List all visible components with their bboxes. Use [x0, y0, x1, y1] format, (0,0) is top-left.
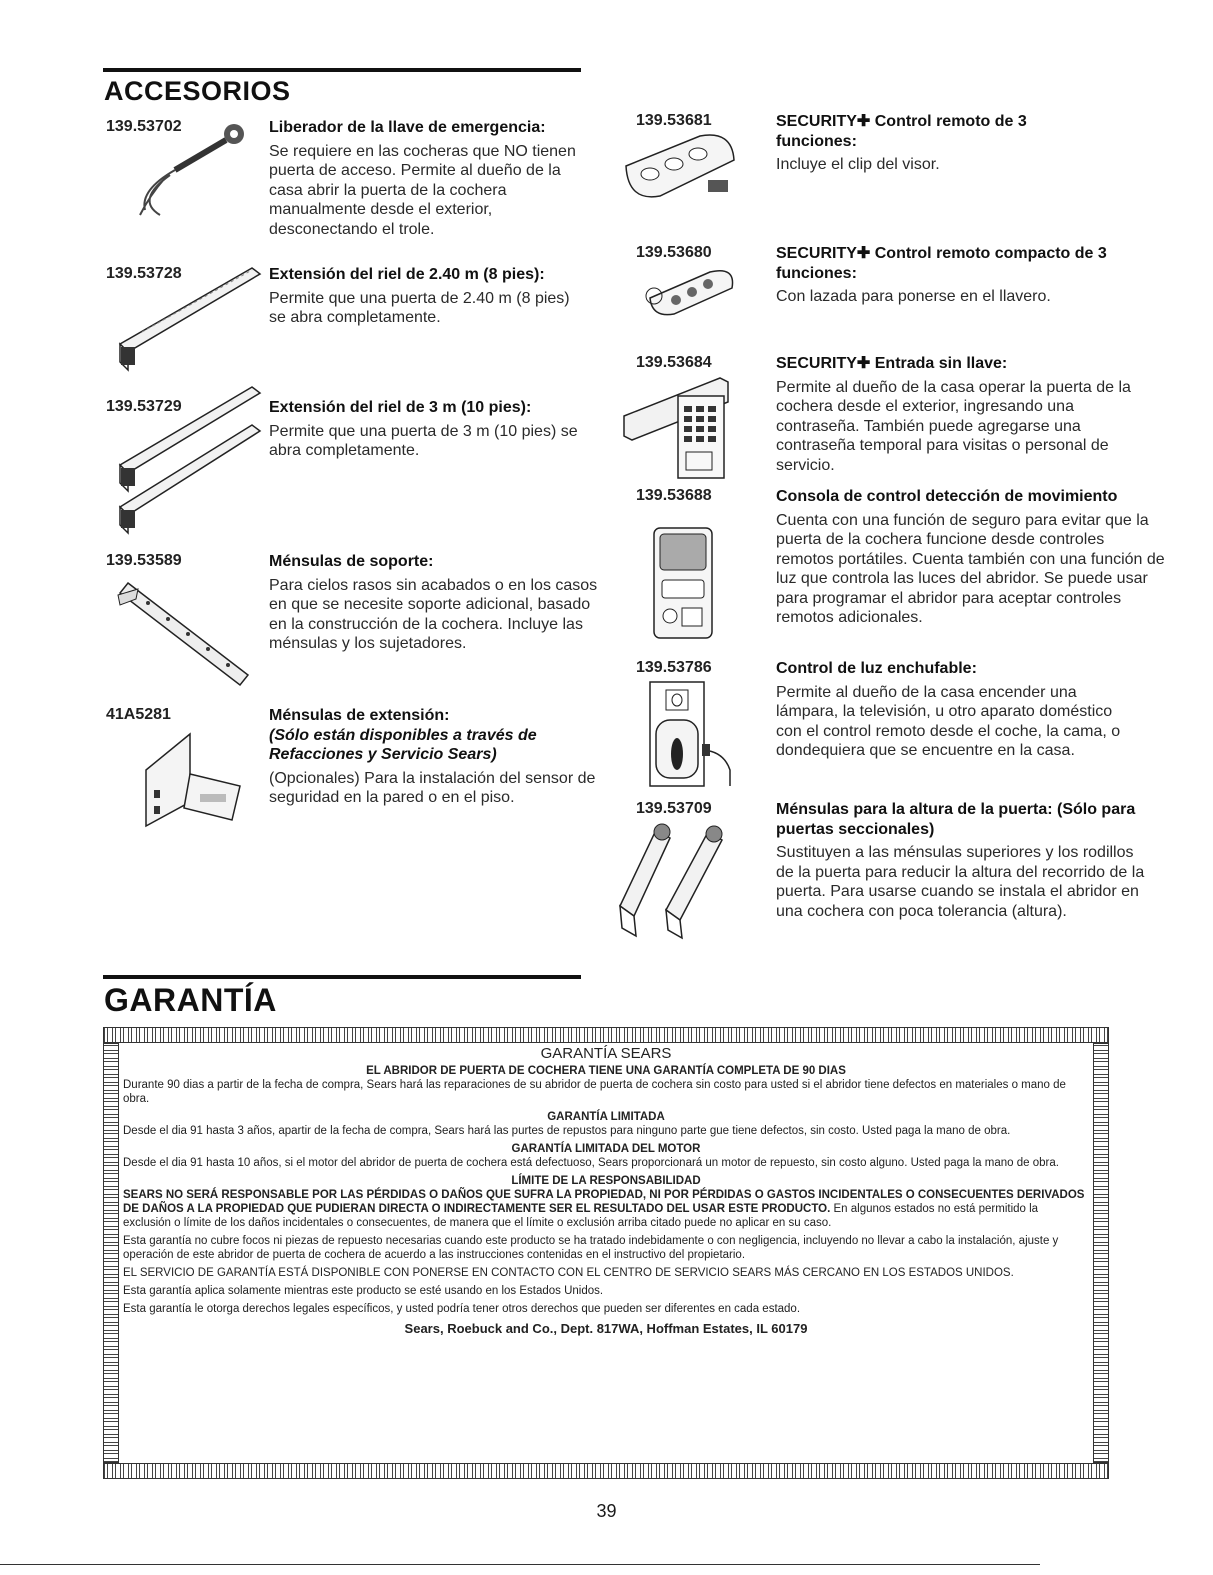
plug-in-light-control-image: [644, 680, 744, 790]
accesorios-rule: [103, 68, 581, 72]
liability-heading: LÍMITE DE LA RESPONSABILIDAD: [511, 1175, 701, 1187]
motor-warranty-text: Desde el dia 91 hasta 10 años, si el motor del abridor de puerta de cochera está defectuoso, Sears proporcionará un motor de repuesto, sin costo alguno. Usted paga la mano de obra.: [123, 1157, 1059, 1169]
garantia-heading: GARANTÍA: [104, 982, 277, 1018]
item-code: 139.53786: [636, 659, 712, 676]
extension-brackets-image: [140, 730, 250, 830]
service-text: EL SERVICIO DE GARANTÍA ESTÁ DISPONIBLE CON PONERSE EN CONTACTO CON EL CENTRO DE SERVICIO SEARS MÁS CERCANO EN LOS ESTADOS UNIDOS.: [123, 1267, 1014, 1279]
rail-extension-10ft-image: [112, 385, 267, 535]
item-desc: Con lazada para ponerse en el llavero.: [776, 288, 1051, 305]
item-title: SECURITY✚ Control remoto de 3 funciones:: [776, 113, 1027, 150]
rail-extension-8ft-image: [112, 262, 262, 372]
remote-3-function-image: [620, 130, 740, 210]
item-code: 139.53681: [636, 112, 712, 129]
accesorios-heading: ACCESORIOS: [104, 76, 291, 106]
item-desc: Cuenta con una función de seguro para evitar que la puerta de la cochera funcione desde controles remotos portátiles. Cuenta también con una función de luz que controla las luces del abridor. Se puede usar para programar el abridor para aceptar controles remotos adicionales.: [776, 511, 1165, 626]
liability-text: [123, 1188, 1089, 1230]
item-code: 41A5281: [106, 706, 171, 723]
item-block: [269, 706, 599, 808]
item-block: [269, 118, 589, 239]
liability-text-rest: En algunos estados no está permitido la exclusión o límite de los daños incidentales o consecuentes, de manera que el límite o exclusión arriba citado puede no aplicar en su caso.: [123, 1203, 1039, 1229]
emergency-key-release-image: [130, 120, 250, 220]
liability-text-bold: SEARS NO SERÁ RESPONSABLE POR LAS PÉRDIDAS O DAÑOS QUE SUFRA LA PROPIEDAD, NI POR PÉRDIDAS O GASTOS INCIDENTALES O CONSECUENTES DERIVADOS DE DAÑOS A LA PROPIEDAD QUE PUDIERAN DIRECTA O INDIRECTAMENTE SER EL RESULTADO DEL USAR ESTE PRODUCTO.: [123, 1189, 1085, 1215]
greek-key-border-right: [1093, 1043, 1109, 1463]
item-block: [776, 354, 1156, 475]
greek-key-border-top: [103, 1027, 1109, 1043]
remote-compact-image: [640, 262, 740, 322]
item-code: 139.53729: [106, 398, 182, 415]
item-block: [776, 112, 1096, 175]
item-title: SECURITY✚ Entrada sin llave:: [776, 355, 1008, 372]
item-desc: (Opcionales) Para la instalación del sensor de seguridad en la pared o en el piso.: [269, 769, 596, 806]
keyless-entry-image: [620, 372, 740, 482]
motion-control-console-image: [648, 524, 718, 644]
full-warranty-text: Durante 90 dias a partir de la fecha de compra, Sears hará las reparaciones de su abridor de puerta de cochera sin costo para usted si el abridor tiene defectos en materiales o mano de obra.: [123, 1079, 1066, 1105]
item-desc: Para cielos rasos sin acabados o en los casos en que se necesite soporte adicional, basado en la construcción de la cochera. Incluye las ménsulas y los sujetadores.: [269, 576, 598, 652]
item-desc: Permite al dueño de la casa operar la puerta de la cochera desde el exterior, ingresando una contraseña. También puede agregarse una contraseña temporal para visitas o personal de servicio.: [776, 378, 1131, 474]
item-desc: Permite que una puerta de 3 m (10 pies) se abra completamente.: [269, 422, 578, 459]
us-only-text: Esta garantía aplica solamente mientras este producto se esté usando en los Estados Unidos.: [123, 1285, 604, 1297]
item-block: [776, 659, 1136, 761]
greek-key-border-left: [103, 1043, 119, 1463]
item-desc: Sustituyen a las ménsulas superiores y los rodillos de la puerta para reducir la altura del recorrido de la puerta. Para usarse cuando se instala el abridor en una cochera con poca tolerancia (altura).: [776, 844, 1145, 920]
item-title: Extensión del riel de 2.40 m (8 pies):: [269, 266, 545, 283]
item-code: 139.53688: [636, 487, 712, 504]
sears-address: Sears, Roebuck and Co., Dept. 817WA, Hoffman Estates, IL 60179: [404, 1321, 808, 1336]
bottom-rule: [0, 1564, 1040, 1565]
item-desc: Permite que una puerta de 2.40 m (8 pies) se abra completamente.: [269, 289, 570, 326]
item-block: [269, 265, 589, 328]
item-block: [776, 800, 1151, 921]
item-code: 139.53684: [636, 354, 712, 371]
item-desc: Permite al dueño de la casa encender una lámpara, la televisión, u otro aparato doméstico con el control remoto desde el coche, la cama, o dondequiera que se encuentre en la casa.: [776, 683, 1121, 759]
item-title: Extensión del riel de 3 m (10 pies):: [269, 399, 532, 416]
item-block: [269, 398, 599, 461]
door-height-brackets-image: [600, 820, 750, 940]
item-title: Ménsulas de extensión:: [269, 707, 450, 724]
item-block: [269, 552, 599, 654]
item-title: Control de luz enchufable:: [776, 660, 977, 677]
item-subtitle: (Sólo están disponibles a través de Refacciones y Servicio Sears): [269, 726, 537, 763]
warranty-box: [103, 1027, 1109, 1479]
warranty-content: [123, 1047, 1089, 1336]
garantia-rule: [103, 975, 581, 979]
exclusions-text: Esta garantía no cubre focos ni piezas de repuesto necesarias cuando este producto se ha tratado indebidamente o con negligencia, incluyendo no llevar a cabo la instalación, ajuste y operación de este abridor de puerta de cochera de acuerdo a las instrucciones contenidas en el instructivo del propietario.: [123, 1235, 1059, 1261]
item-title: Ménsulas para la altura de la puerta: (Sólo para puertas seccionales): [776, 801, 1136, 838]
item-code: 139.53728: [106, 265, 182, 282]
legal-rights-text: Esta garantía le otorga derechos legales específicos, y usted podría tener otros derechos que pueden ser diferentes en cada estado.: [123, 1303, 801, 1315]
warranty-title: GARANTÍA SEARS: [540, 1045, 672, 1062]
item-desc: Se requiere en las cocheras que NO tienen puerta de acceso. Permite al dueño de la casa abrir la puerta de la cochera manualmente desde el exterior, desconectando el trole.: [269, 142, 576, 238]
item-desc: Incluye el clip del visor.: [776, 156, 940, 173]
item-code: 139.53702: [106, 118, 182, 135]
item-block: [776, 244, 1146, 307]
motor-warranty-heading: GARANTÍA LIMITADA DEL MOTOR: [511, 1143, 701, 1155]
page-number: 39: [596, 1501, 617, 1521]
item-code: 139.53589: [106, 552, 182, 569]
item-title: Ménsulas de soporte:: [269, 553, 434, 570]
item-title: Liberador de la llave de emergencia:: [269, 119, 546, 136]
limited-warranty-heading: GARANTÍA LIMITADA: [547, 1111, 665, 1123]
item-block: [776, 487, 1166, 628]
support-brackets-image: [108, 575, 258, 695]
greek-key-border-bottom: [103, 1463, 1109, 1479]
item-title: Consola de control detección de movimiento: [776, 488, 1118, 505]
item-code: 139.53709: [636, 800, 712, 817]
item-code: 139.53680: [636, 244, 712, 261]
item-title: SECURITY✚ Control remoto compacto de 3 funciones:: [776, 245, 1107, 282]
limited-warranty-text: Desde el dia 91 hasta 3 años, apartir de la fecha de compra, Sears hará las purtes de repustos para ninguno parte gue tiene defectos, sin costo. Usted paga la mano de obra.: [123, 1125, 1011, 1137]
full-warranty-heading: EL ABRIDOR DE PUERTA DE COCHERA TIENE UNA GARANTÍA COMPLETA DE 90 DIAS: [366, 1065, 846, 1077]
